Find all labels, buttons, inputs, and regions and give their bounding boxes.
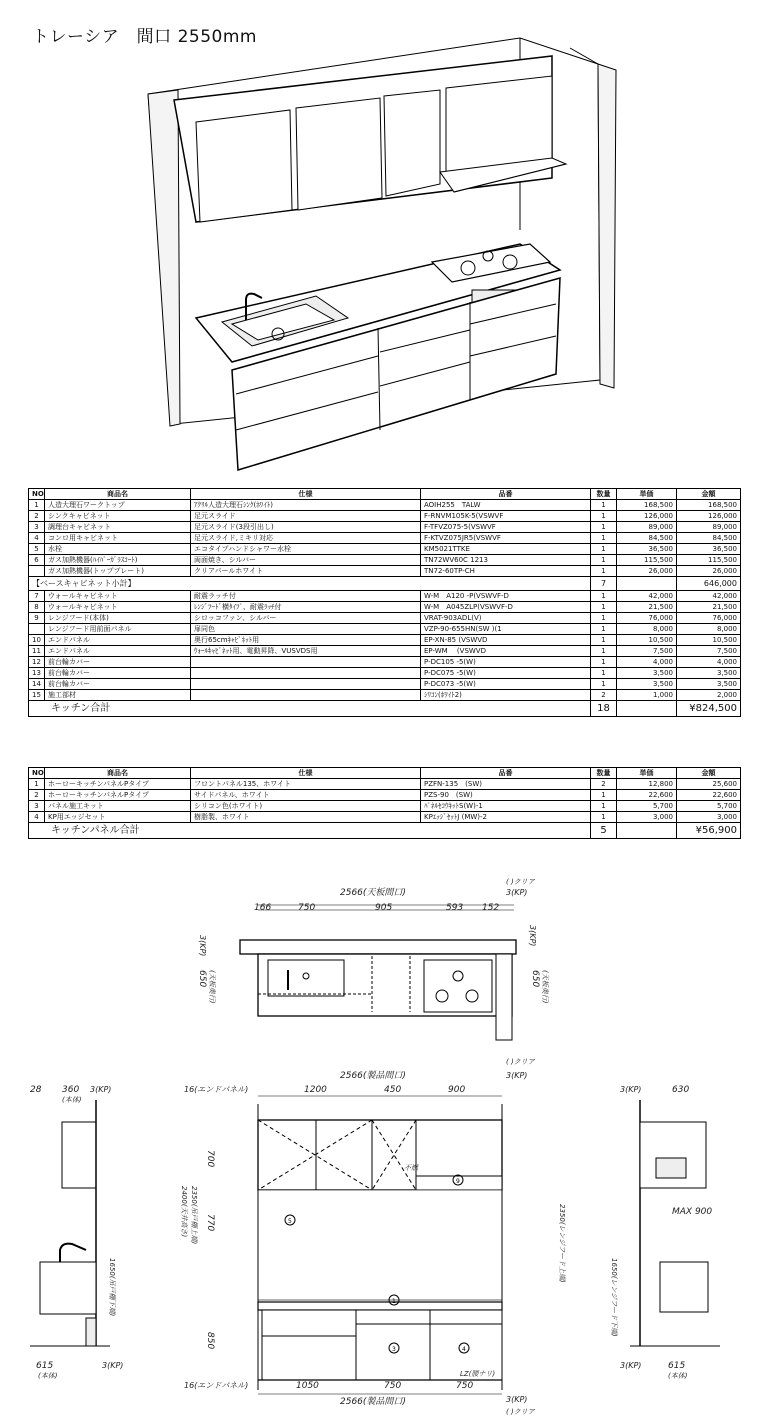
- left-dim-1: 28: [30, 1085, 42, 1095]
- cell-no: 12: [29, 657, 45, 668]
- left-bottom-2: 3(KP): [102, 1361, 124, 1370]
- plan-seg-1: 166: [254, 903, 272, 913]
- cell-code: TN72WV60C 1213: [421, 555, 591, 566]
- cell-amount: 89,000: [677, 522, 741, 533]
- col-qty: 数量: [591, 489, 617, 500]
- cell-qty: 1: [591, 812, 617, 823]
- cell-code: P-DC105 -5(W): [421, 657, 591, 668]
- table-row: [29, 624, 741, 635]
- cell-spec: 足元スライド: [191, 511, 421, 522]
- cell-spec: ｳｫｰﾙｷｬﾋﾞﾈｯﾄ用、電動昇降、VUSVDS用: [191, 646, 421, 657]
- cell-amount: 84,500: [677, 533, 741, 544]
- elevation-drawing: [0, 1055, 768, 1417]
- cell-amount: 3,500: [677, 668, 741, 679]
- elev-top-overall: 2566(製品間口): [340, 1071, 406, 1081]
- cell-name: 前台輪カバー: [45, 657, 191, 668]
- cell-amount: 26,000: [677, 566, 741, 577]
- left-dim-3: 3(KP): [90, 1085, 112, 1094]
- svg-text:4: 4: [462, 1346, 466, 1353]
- cell-no: 4: [29, 812, 45, 823]
- cell-no: [29, 624, 45, 635]
- elev-clear-bottom: ( )クリア: [506, 1408, 535, 1416]
- cell-code: W-M A120 -P(VSWVF-D: [421, 591, 591, 602]
- cell-spec: [191, 668, 421, 679]
- cell-spec: ｱｸﾘﾙ人造大理石ｼﾝｸ(ﾎﾜｲﾄ): [191, 500, 421, 511]
- table-row: [29, 801, 741, 812]
- right-hood-bottom: 1650(レンジフード下端): [610, 1258, 618, 1337]
- cell-code: PZS-90 (SW): [421, 790, 591, 801]
- cell-qty: 1: [591, 646, 617, 657]
- cell-qty: 1: [591, 511, 617, 522]
- plan-depth-right: 650: [530, 970, 540, 988]
- plan-depth-left: 650: [197, 970, 207, 988]
- cell-amount: 10,500: [677, 635, 741, 646]
- cell-spec: 奥行65cmｷｬﾋﾞﾈｯﾄ用: [191, 635, 421, 646]
- cell-qty: 2: [591, 690, 617, 701]
- total-qty: 18: [591, 701, 617, 717]
- left-bottom-1: 615: [36, 1361, 54, 1371]
- cell-amount: 126,000: [677, 511, 741, 522]
- cell-spec: エコタイプハンドシャワー水栓: [191, 544, 421, 555]
- elev-lower-2: 750: [384, 1381, 402, 1391]
- cell-spec: シロッコファン、シルバー: [191, 613, 421, 624]
- cell-price: 12,800: [617, 779, 677, 790]
- col-amount: 金額: [677, 489, 741, 500]
- cell-amount: 42,000: [677, 591, 741, 602]
- elev-ceiling: 2400(天井高さ): [180, 1186, 188, 1238]
- col-price: 単価: [617, 768, 677, 779]
- cell-price: 3,000: [617, 812, 677, 823]
- cell-spec: サイドパネル、ホワイト: [191, 790, 421, 801]
- cell-amount: 21,500: [677, 602, 741, 613]
- plan-depth-note-right: (天板奥行): [541, 970, 549, 1004]
- cell-name: コンロ用キャビネット: [45, 533, 191, 544]
- subtotal-amount: 646,000: [677, 577, 741, 591]
- cell-price: 115,500: [617, 555, 677, 566]
- table-header-row: [29, 768, 741, 779]
- cell-price: 76,000: [617, 613, 677, 624]
- cell-spec: 樹脂製、ホワイト: [191, 812, 421, 823]
- cell-no: 6: [29, 555, 45, 566]
- cell-amount: 8,000: [677, 624, 741, 635]
- svg-text:1: 1: [392, 1298, 396, 1305]
- cell-amount: 25,600: [677, 779, 741, 790]
- table-row: [29, 522, 741, 533]
- col-code: 品番: [421, 768, 591, 779]
- cell-code: ｼﾘｺﾝ(ﾎﾜｲﾄ2): [421, 690, 591, 701]
- cell-no: 8: [29, 602, 45, 613]
- plan-seg-5: 152: [482, 903, 500, 913]
- elev-lower-1: 1050: [296, 1381, 319, 1391]
- cell-price: 36,500: [617, 544, 677, 555]
- cell-code: F-TFVZ075-5(VSWVF: [421, 522, 591, 533]
- table-row: [29, 790, 741, 801]
- cell-amount: 36,500: [677, 544, 741, 555]
- table-row: [29, 555, 741, 566]
- cell-amount: 2,000: [677, 690, 741, 701]
- col-no: NO: [29, 768, 45, 779]
- cell-name: 水栓: [45, 544, 191, 555]
- cell-no: 2: [29, 790, 45, 801]
- cell-no: 1: [29, 500, 45, 511]
- col-price: 単価: [617, 489, 677, 500]
- elev-h-850: 850: [205, 1332, 215, 1350]
- elev-upper-top: 2350(吊戸棚上端): [190, 1186, 198, 1245]
- cell-amount: 5,700: [677, 801, 741, 812]
- cell-qty: 1: [591, 602, 617, 613]
- kitchen-perspective-drawing: [0, 30, 768, 480]
- cell-no: 3: [29, 522, 45, 533]
- table-row: [29, 779, 741, 790]
- cell-no: 10: [29, 635, 45, 646]
- cell-price: 22,600: [617, 790, 677, 801]
- table-row: [29, 544, 741, 555]
- table-row: [29, 511, 741, 522]
- page-title: トレーシア 間口 2550mm: [32, 27, 257, 47]
- cell-spec: クリアパールホワイト: [191, 566, 421, 577]
- cell-code: P-DC075 -5(W): [421, 668, 591, 679]
- table-row: [29, 635, 741, 646]
- elev-clear-top: ( )クリア: [506, 1058, 535, 1066]
- cell-qty: 1: [591, 613, 617, 624]
- cell-qty: 2: [591, 779, 617, 790]
- cell-qty: 1: [591, 635, 617, 646]
- cell-code: KM5021TTKE: [421, 544, 591, 555]
- cell-name: 調理台キャビネット: [45, 522, 191, 533]
- cell-amount: 115,500: [677, 555, 741, 566]
- cell-spec: 足元スライド(3段引出し): [191, 522, 421, 533]
- left-note: (本体): [62, 1096, 82, 1104]
- right-bottom-1: 3(KP): [620, 1361, 642, 1370]
- cell-price: 3,500: [617, 679, 677, 690]
- plan-view-drawing: [0, 870, 768, 1050]
- elev-upper-2: 450: [384, 1085, 402, 1095]
- cell-code: VZP-90-655HN(SW )(1: [421, 624, 591, 635]
- plan-seg-3: 905: [375, 903, 393, 913]
- svg-text:5: 5: [288, 1218, 292, 1225]
- cell-name: 前台輪カバー: [45, 679, 191, 690]
- plan-kp-left: 3(KP): [198, 935, 207, 957]
- cell-name: ウォールキャビネット: [45, 602, 191, 613]
- cell-name: 施工部材: [45, 690, 191, 701]
- cell-qty: 1: [591, 657, 617, 668]
- cell-spec: 足元スライド,ミキリ対応: [191, 533, 421, 544]
- elev-upper-1: 1200: [304, 1085, 327, 1095]
- cell-name: ホーローキッチンパネルPタイプ: [45, 779, 191, 790]
- cell-qty: 1: [591, 668, 617, 679]
- cell-amount: 76,000: [677, 613, 741, 624]
- cell-name: ホーローキッチンパネルPタイプ: [45, 790, 191, 801]
- total-row: [29, 823, 741, 839]
- cell-qty: 1: [591, 533, 617, 544]
- col-spec: 仕様: [191, 489, 421, 500]
- cell-price: 4,000: [617, 657, 677, 668]
- cell-name: ウォールキャビネット: [45, 591, 191, 602]
- cell-qty: 1: [591, 566, 617, 577]
- table-row: [29, 812, 741, 823]
- cell-price: 3,500: [617, 668, 677, 679]
- cell-name: レンジフード用前面パネル: [45, 624, 191, 635]
- plan-seg-4: 593: [446, 903, 464, 913]
- left-dim-2: 360: [62, 1085, 80, 1095]
- subtotal-label: 【ベースキャビネット小計】: [29, 577, 591, 591]
- total-label: キッチンパネル合計: [29, 823, 591, 839]
- col-amount: 金額: [677, 768, 741, 779]
- subtotal-qty: 7: [591, 577, 617, 591]
- cell-spec: [191, 690, 421, 701]
- cell-no: 15: [29, 690, 45, 701]
- table-header-row: [29, 489, 741, 500]
- cell-no: 5: [29, 544, 45, 555]
- total-amount: ¥56,900: [677, 823, 741, 839]
- cell-no: 1: [29, 779, 45, 790]
- cell-no: 2: [29, 511, 45, 522]
- table-row: [29, 566, 741, 577]
- elev-h-700: 700: [205, 1150, 215, 1168]
- cell-price: 26,000: [617, 566, 677, 577]
- lz-label: LZ(腰ナリ): [460, 1370, 496, 1378]
- table-row: [29, 668, 741, 679]
- cell-amount: 7,500: [677, 646, 741, 657]
- elev-upper-3: 900: [448, 1085, 466, 1095]
- svg-text:9: 9: [456, 1178, 460, 1185]
- cell-amount: 22,600: [677, 790, 741, 801]
- cell-qty: 1: [591, 555, 617, 566]
- cell-code: EP-XN-85 (VSWVD: [421, 635, 591, 646]
- cell-code: EP-WM (VSWVD: [421, 646, 591, 657]
- table-row: [29, 602, 741, 613]
- cell-amount: 3,500: [677, 679, 741, 690]
- cell-code: VRAT-903ADL(V): [421, 613, 591, 624]
- cell-price: 5,700: [617, 801, 677, 812]
- cell-spec: [191, 679, 421, 690]
- cell-qty: 1: [591, 522, 617, 533]
- subtotal-row: [29, 577, 741, 591]
- plan-overall-dim: 2566(天板間口): [340, 888, 406, 898]
- cell-no: 11: [29, 646, 45, 657]
- plan-kp-right: 3(KP): [528, 925, 537, 947]
- right-hood-top: 2350(レンジフード上端): [558, 1204, 566, 1283]
- cell-code: KPｴｯｼﾞｾｯﾄJ (MW)-2: [421, 812, 591, 823]
- cell-no: [29, 566, 45, 577]
- cell-price: 10,500: [617, 635, 677, 646]
- elev-bottom-overall: 2566(製品間口): [340, 1397, 406, 1407]
- cell-price: 1,000: [617, 690, 677, 701]
- cell-code: TN72-60TP-CH: [421, 566, 591, 577]
- cell-amount: 168,500: [677, 500, 741, 511]
- cell-spec: 耐震ラッチ付: [191, 591, 421, 602]
- cell-name: エンドパネル: [45, 635, 191, 646]
- elev-kp-bottom: 3(KP): [506, 1395, 528, 1404]
- table-row: [29, 533, 741, 544]
- svg-text:3: 3: [392, 1346, 396, 1353]
- col-spec: 仕様: [191, 768, 421, 779]
- cell-price: 126,000: [617, 511, 677, 522]
- cell-spec: [191, 657, 421, 668]
- cell-price: 168,500: [617, 500, 677, 511]
- plan-kp-top: 3(KP): [506, 888, 528, 897]
- cell-no: 3: [29, 801, 45, 812]
- cell-price: 7,500: [617, 646, 677, 657]
- col-no: NO: [29, 489, 45, 500]
- total-row: [29, 701, 741, 717]
- panel-spec-table: [28, 767, 741, 839]
- elev-lower-3: 750: [456, 1381, 474, 1391]
- max-label: MAX 900: [672, 1207, 713, 1217]
- cell-name: KP用エッジセット: [45, 812, 191, 823]
- left-bottom-note: (本体): [38, 1372, 58, 1380]
- table-row: [29, 657, 741, 668]
- elev-end-panel-top: 16(エンドパネル): [184, 1085, 249, 1094]
- elev-end-panel-bottom: 16(エンドパネル): [184, 1381, 249, 1390]
- total-amount: ¥824,500: [677, 701, 741, 717]
- cell-name: シンクキャビネット: [45, 511, 191, 522]
- cell-qty: 1: [591, 624, 617, 635]
- cell-no: 14: [29, 679, 45, 690]
- col-name: 商品名: [45, 768, 191, 779]
- cell-name: レンジフード(本体): [45, 613, 191, 624]
- right-bottom-note: (本体): [668, 1372, 688, 1380]
- table-row: [29, 679, 741, 690]
- plan-seg-2: 750: [298, 903, 316, 913]
- cell-no: 4: [29, 533, 45, 544]
- cell-spec: ﾚﾝｼﾞﾌｰﾄﾞ横ﾀｲﾌﾟ、耐震ﾗｯﾁ付: [191, 602, 421, 613]
- cell-code: ﾊﾟﾈﾙｾｺｳｷｯﾄS(W)-1: [421, 801, 591, 812]
- cell-spec: 扉同色: [191, 624, 421, 635]
- cell-spec: 両面焼き、シルバー: [191, 555, 421, 566]
- cell-name: ガス加熱機器(ﾊｲﾊﾟｰｶﾞﾗｽｺｰﾄ): [45, 555, 191, 566]
- kitchen-spec-table: [28, 488, 741, 717]
- cell-code: F-RNVM105K-5(VSWVF: [421, 511, 591, 522]
- total-qty: 5: [591, 823, 617, 839]
- cell-amount: 4,000: [677, 657, 741, 668]
- cell-name: ガス加熱機器(トッププレート): [45, 566, 191, 577]
- col-qty: 数量: [591, 768, 617, 779]
- cell-no: 13: [29, 668, 45, 679]
- right-bottom-2: 615: [668, 1361, 686, 1371]
- cell-spec: フロントパネル135、ホワイト: [191, 779, 421, 790]
- cell-amount: 3,000: [677, 812, 741, 823]
- cell-code: PZFN-135 (SW): [421, 779, 591, 790]
- cell-code: P-DC073 -5(W): [421, 679, 591, 690]
- cell-qty: 1: [591, 544, 617, 555]
- cell-qty: 1: [591, 591, 617, 602]
- plan-depth-note-left: (天板奥行): [208, 970, 216, 1004]
- elev-kp-top: 3(KP): [506, 1071, 528, 1080]
- cell-code: F-KTVZ075JR5(VSWVF: [421, 533, 591, 544]
- cell-price: 8,000: [617, 624, 677, 635]
- table-row: [29, 613, 741, 624]
- table-row: [29, 591, 741, 602]
- cell-name: パネル施工キット: [45, 801, 191, 812]
- cell-price: 84,500: [617, 533, 677, 544]
- cell-price: 21,500: [617, 602, 677, 613]
- cell-code: W-M A045ZLP(VSWVF-D: [421, 602, 591, 613]
- total-label: キッチン合計: [29, 701, 591, 717]
- cell-price: 89,000: [617, 522, 677, 533]
- cell-no: 7: [29, 591, 45, 602]
- fuzai-label: 不燃: [404, 1164, 418, 1172]
- elev-h-770: 770: [205, 1214, 215, 1232]
- right-top-2: 630: [672, 1085, 690, 1095]
- cell-qty: 1: [591, 500, 617, 511]
- cell-name: エンドパネル: [45, 646, 191, 657]
- col-name: 商品名: [45, 489, 191, 500]
- cell-qty: 1: [591, 790, 617, 801]
- cell-qty: 1: [591, 801, 617, 812]
- table-row: [29, 500, 741, 511]
- col-code: 品番: [421, 489, 591, 500]
- left-upper-bottom: 1650(吊戸棚下端): [108, 1258, 116, 1317]
- cell-name: 人造大理石ワークトップ: [45, 500, 191, 511]
- cell-qty: 1: [591, 679, 617, 690]
- table-row: [29, 690, 741, 701]
- right-top-1: 3(KP): [620, 1085, 642, 1094]
- cell-name: 前台輪カバー: [45, 668, 191, 679]
- table-row: [29, 646, 741, 657]
- cell-no: 9: [29, 613, 45, 624]
- plan-clear: ( )クリア: [506, 878, 535, 886]
- cell-price: 42,000: [617, 591, 677, 602]
- cell-spec: シリコン色(ホワイト): [191, 801, 421, 812]
- cell-code: AOIH255 TALW: [421, 500, 591, 511]
